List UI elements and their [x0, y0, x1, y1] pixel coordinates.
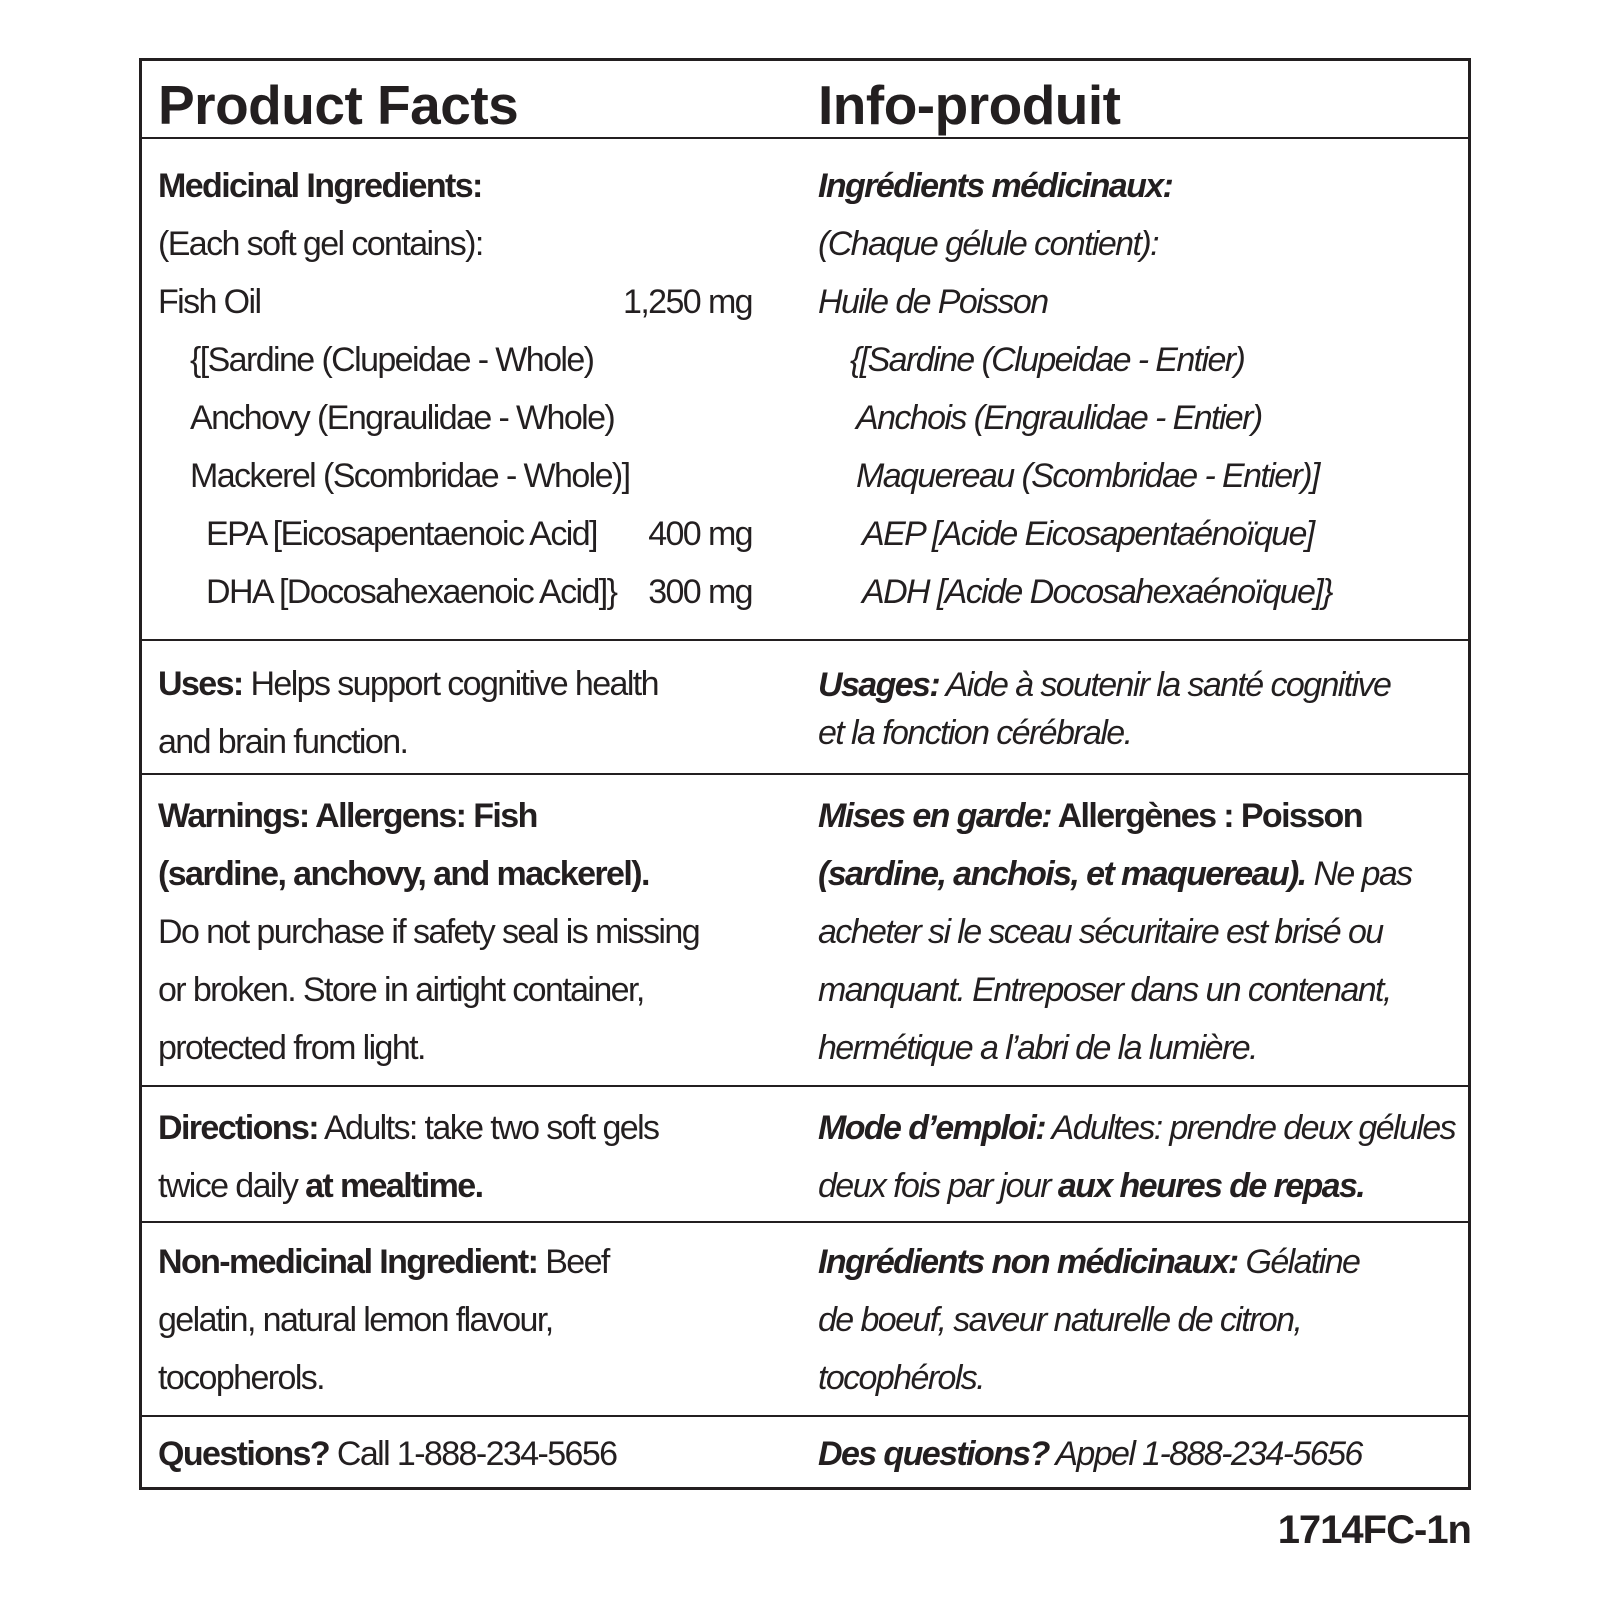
uses-label-en: Uses: [158, 665, 243, 703]
nonmedicinal-section [142, 1233, 1468, 1407]
fish-oil-amount: 1,250 mg [623, 283, 752, 321]
directions-line1-fr: Adultes: prendre deux gélules [1044, 1109, 1455, 1147]
directions-divider [142, 1221, 1468, 1223]
directions-section [142, 1099, 1468, 1219]
nonmedicinal-line3-en: tocopherols. [158, 1359, 325, 1397]
directions-fr [818, 1099, 1458, 1215]
contains-en: (Each soft gel contains): [158, 225, 483, 263]
nonmedicinal-line2-en: gelatin, natural lemon flavour, [158, 1301, 553, 1339]
medicinal-section [142, 157, 1468, 623]
epa-fr: AEP [Acide Eicosapentaénoïque] [862, 515, 1314, 553]
nonmedicinal-line3-fr: tocophérols. [818, 1359, 985, 1397]
medicinal-fr [818, 157, 1458, 621]
questions-text-fr: Appel 1-888-234-5656 [1048, 1435, 1362, 1473]
directions-bold-en: at mealtime. [305, 1167, 483, 1205]
warnings-bold2-en: (sardine, anchovy, and mackerel). [158, 855, 649, 893]
questions-fr [818, 1425, 1458, 1483]
warnings-line3-fr: acheter si le sceau sécuritaire est brisé ou [818, 913, 1383, 951]
dha-label: DHA [Docosahexaenoic Acid]} [206, 573, 617, 611]
uses-label-fr: Usages: [818, 666, 940, 704]
warnings-fr [818, 787, 1458, 1077]
fish-oil-fr: Huile de Poisson [818, 283, 1048, 321]
epa-row [158, 505, 752, 563]
directions-bold-fr: aux heures de repas. [1057, 1167, 1365, 1205]
header-row [142, 61, 1468, 137]
warnings-line2-fr: Ne pas [1305, 855, 1412, 893]
warnings-divider [142, 1085, 1468, 1087]
directions-label-fr: Mode d’emploi: [818, 1109, 1045, 1147]
warnings-en [158, 787, 778, 1077]
fish-oil-label: Fish Oil [158, 283, 261, 321]
nonmedicinal-divider [142, 1415, 1468, 1417]
warnings-line3-en: Do not purchase if safety seal is missing [158, 913, 700, 951]
questions-label-fr: Des questions? [818, 1435, 1049, 1473]
warnings-label-fr: Mises en garde: [818, 797, 1051, 835]
questions-section [142, 1425, 1468, 1483]
questions-text-en: Call 1-888-234-5656 [329, 1435, 617, 1473]
fish-oil-row [158, 273, 752, 331]
dha-amount: 300 mg [648, 573, 752, 611]
sardine-en: {[Sardine (Clupeidae - Whole) [190, 341, 594, 379]
warnings-line5-en: protected from light. [158, 1029, 425, 1067]
nonmedicinal-line1-en: Beef [537, 1243, 609, 1281]
anchovy-fr: Anchois (Engraulidae - Entier) [856, 399, 1262, 437]
uses-line1-fr: Aide à soutenir la santé cognitive [939, 666, 1391, 704]
dha-row [158, 563, 752, 621]
nonmedicinal-label-en: Non-medicinal Ingredient: [158, 1243, 538, 1281]
warnings-line5-fr: hermétique a l’abri de la lumière. [818, 1029, 1257, 1067]
epa-amount: 400 mg [648, 515, 752, 553]
warnings-bold2-fr: (sardine, anchois, et maquereau). [818, 855, 1306, 893]
nonmedicinal-fr [818, 1233, 1458, 1407]
uses-line2-fr: et la fonction cérébrale. [818, 714, 1132, 752]
mackerel-fr: Maquereau (Scombridae - Entier)] [856, 457, 1319, 495]
nonmedicinal-en [158, 1233, 778, 1407]
medicinal-en [158, 157, 778, 621]
fr-title: Info-produit [818, 74, 1121, 136]
medicinal-heading-en: Medicinal Ingredients: [158, 167, 482, 205]
uses-fr [818, 661, 1458, 757]
directions-en [158, 1099, 778, 1215]
sardine-fr: {[Sardine (Clupeidae - Entier) [850, 341, 1245, 379]
nonmedicinal-line1-fr: Gélatine [1237, 1243, 1360, 1281]
directions-line1-en: Adults: take two soft gels [318, 1109, 659, 1147]
header-divider [142, 137, 1468, 139]
epa-label: EPA [Eicosapentaenoic Acid] [206, 515, 597, 553]
questions-en [158, 1425, 778, 1483]
warnings-line4-fr: manquant. Entreposer dans un contenant, [818, 971, 1391, 1009]
warnings-section [142, 787, 1468, 1077]
directions-line2-en: twice daily [158, 1167, 306, 1205]
mackerel-en: Mackerel (Scombridae - Whole)] [190, 457, 630, 495]
label-code: 1714FC-1n [1277, 1508, 1471, 1552]
questions-label-en: Questions? [158, 1435, 330, 1473]
uses-line1-en: Helps support cognitive health [242, 665, 658, 703]
medicinal-divider [142, 639, 1468, 641]
uses-section [142, 655, 1468, 771]
nonmedicinal-line2-fr: de boeuf, saveur naturelle de citron, [818, 1301, 1302, 1339]
medicinal-heading-fr: Ingrédients médicinaux: [818, 167, 1173, 205]
dha-fr: ADH [Acide Docosahexaénoïque]} [862, 573, 1332, 611]
uses-divider [142, 773, 1468, 775]
contains-fr: (Chaque gélule contient): [818, 225, 1158, 263]
warnings-label-en: Warnings: Allergens: Fish [158, 797, 537, 835]
uses-line2-en: and brain function. [158, 723, 408, 761]
anchovy-en: Anchovy (Engraulidae - Whole) [190, 399, 615, 437]
en-title: Product Facts [158, 74, 519, 136]
product-facts-panel [139, 58, 1471, 1490]
uses-en [158, 655, 778, 771]
directions-line2-fr: deux fois par jour [818, 1167, 1058, 1205]
warnings-line4-en: or broken. Store in airtight container, [158, 971, 644, 1009]
nonmedicinal-label-fr: Ingrédients non médicinaux: [818, 1243, 1238, 1281]
directions-label-en: Directions: [158, 1109, 318, 1147]
warnings-allergens-fr: Allergènes : Poisson [1050, 797, 1362, 835]
